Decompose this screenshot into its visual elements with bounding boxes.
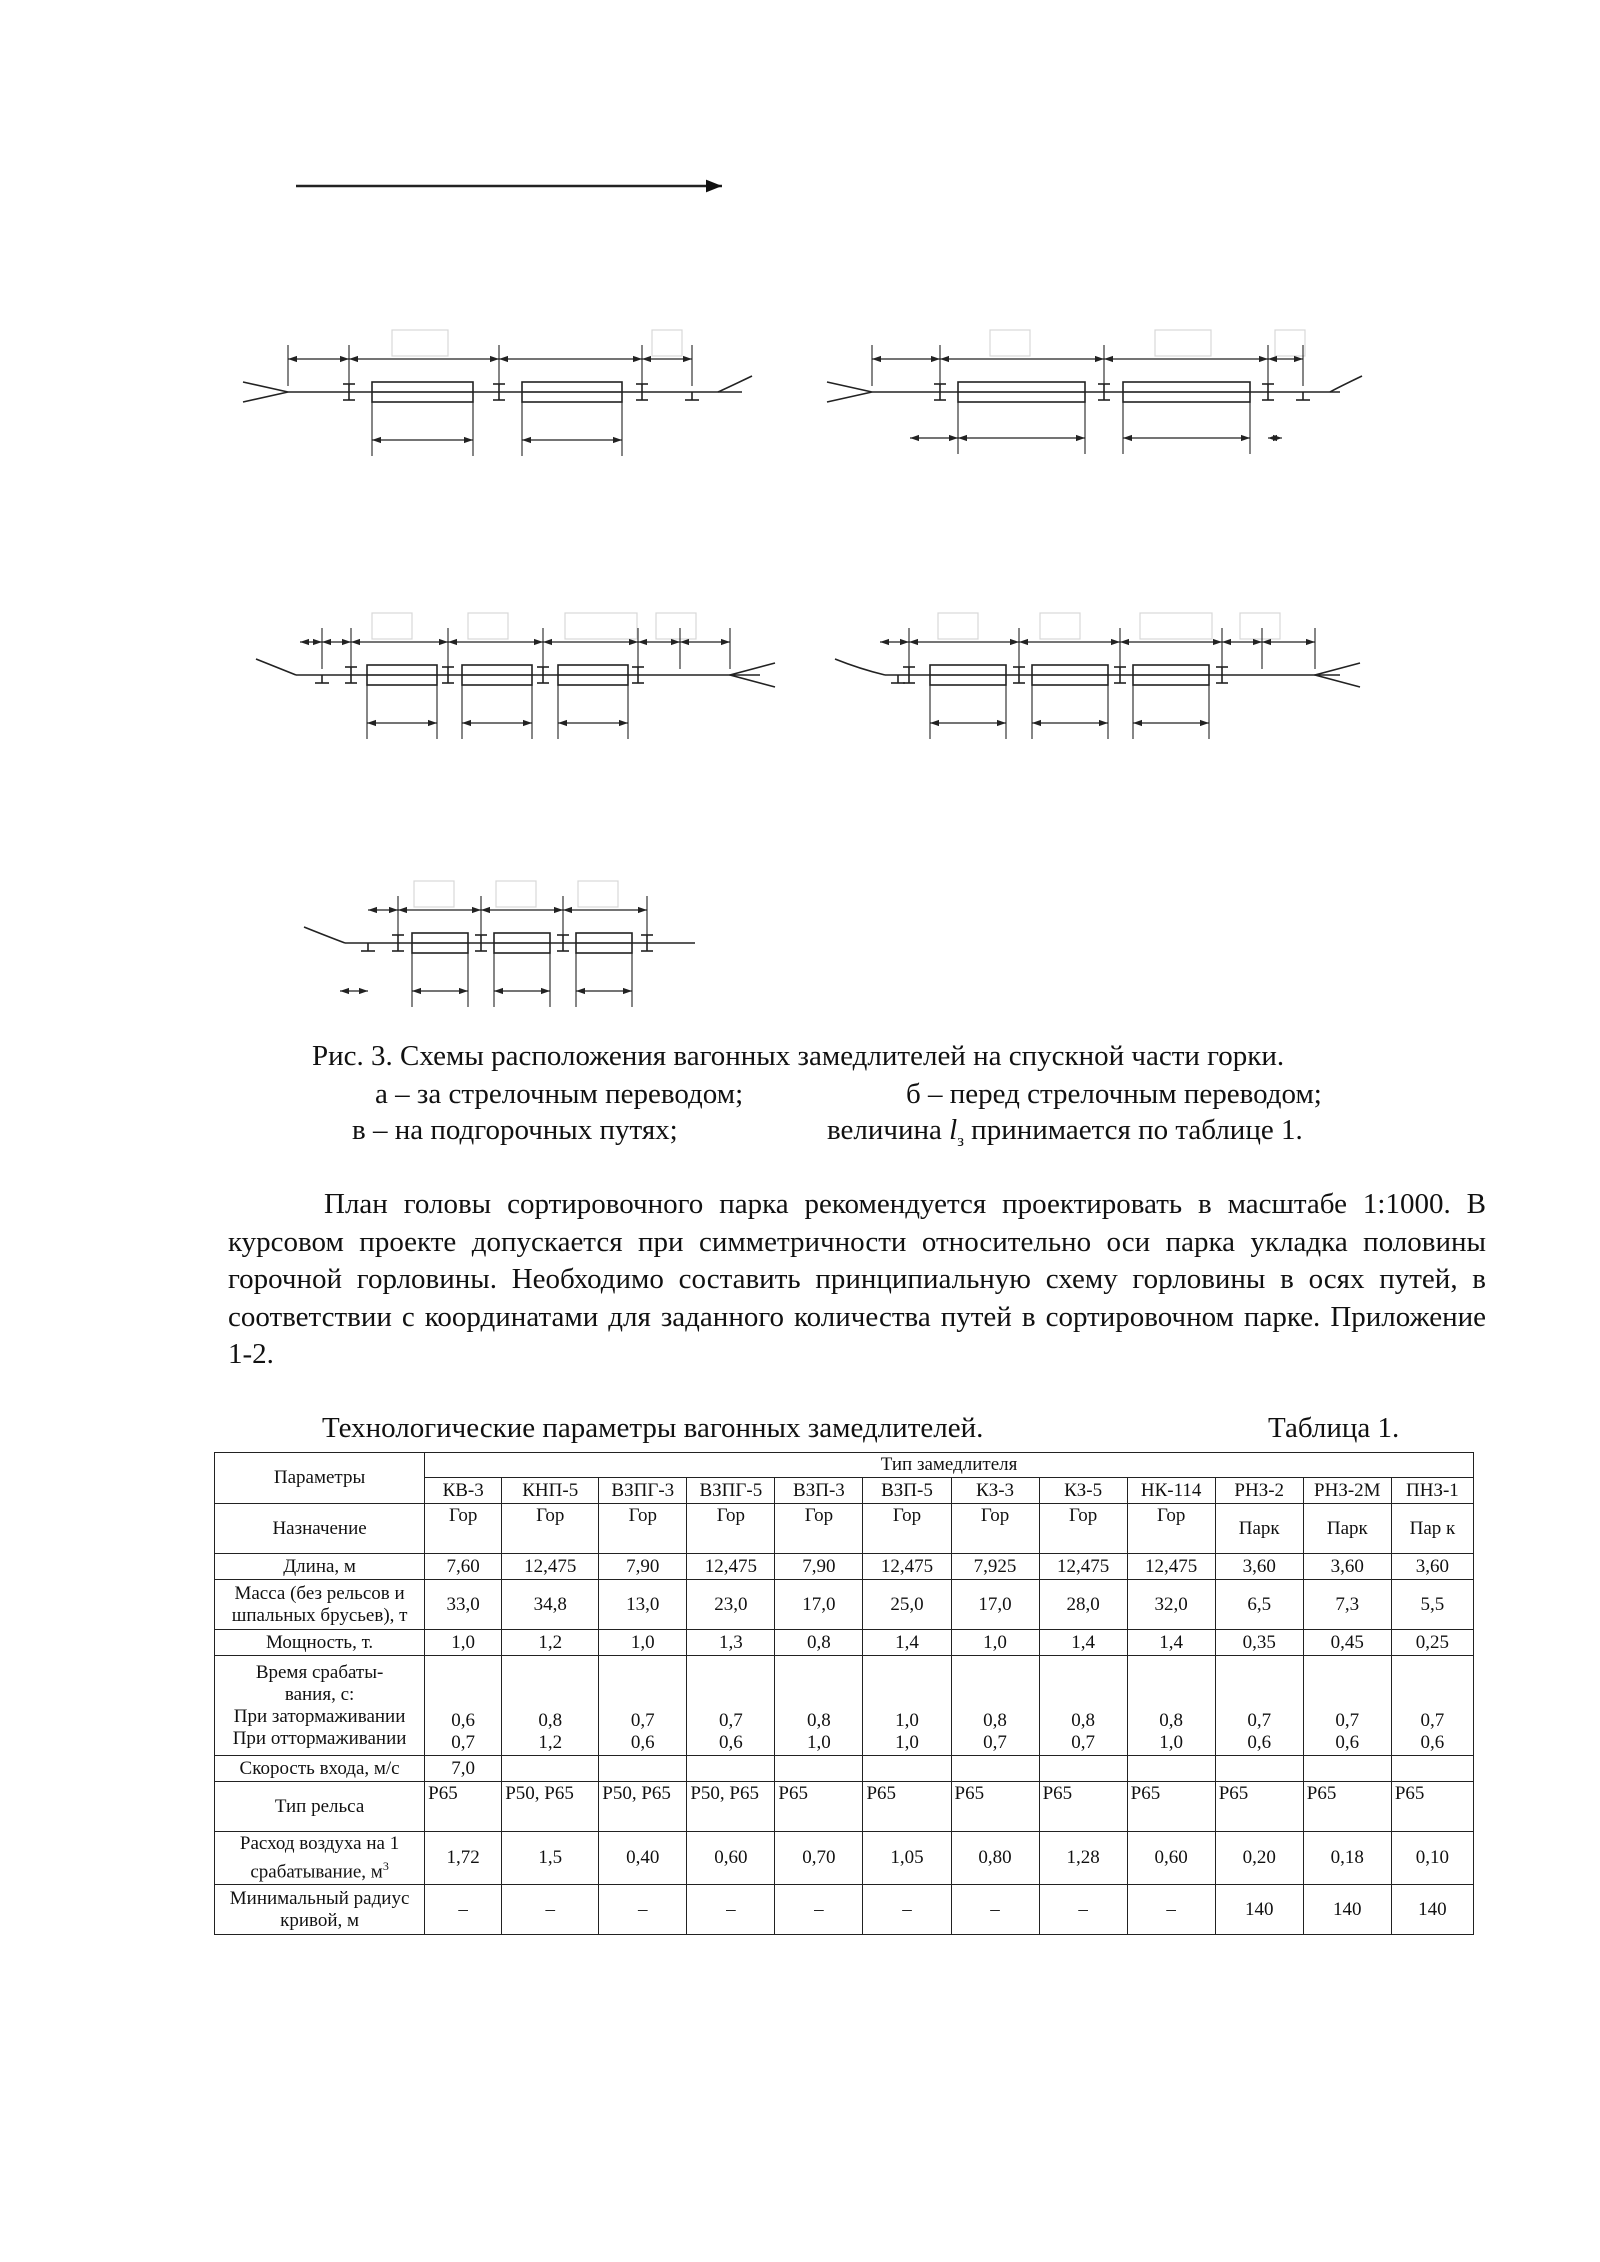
release-time-value: 0,7 — [983, 1732, 1007, 1753]
mass-cell: 7,3 — [1303, 1580, 1391, 1630]
power-cell: 1,0 — [599, 1630, 687, 1656]
release-time-value: 0,6 — [1247, 1732, 1272, 1753]
retarder-layout-diagrams — [0, 0, 1600, 1050]
response-time-cell — [599, 1656, 687, 1756]
air-label-sup: 3 — [382, 1859, 389, 1873]
radius-cell: – — [599, 1885, 687, 1935]
release-time-value: 1,0 — [1159, 1732, 1184, 1753]
speed-empty-cell — [951, 1756, 1039, 1782]
length-cell: 7,925 — [951, 1554, 1039, 1580]
braking-time-value: 0,7 — [630, 1710, 655, 1731]
length-cell: 12,475 — [1127, 1554, 1215, 1580]
rail-cell: Р65 — [863, 1782, 951, 1832]
braking-time-value: 0,7 — [1420, 1710, 1445, 1731]
release-time-value: 1,0 — [807, 1732, 831, 1753]
purpose-cell: Парк — [1303, 1504, 1391, 1554]
scheme-c — [256, 613, 775, 739]
rail-cell: Р65 — [775, 1782, 863, 1832]
purpose-cell: Гор — [502, 1504, 599, 1554]
speed-empty-cell — [775, 1756, 863, 1782]
power-cell: 1,3 — [687, 1630, 775, 1656]
rail-cell: Р65 — [951, 1782, 1039, 1832]
row-label-air — [215, 1832, 425, 1885]
response-time-cell — [951, 1656, 1039, 1756]
row-label-power: Мощность, т. — [215, 1630, 425, 1656]
rail-cell: Р65 — [1391, 1782, 1473, 1832]
braking-time-value: 1,0 — [895, 1710, 919, 1731]
type-header-cell: КЗ-3 — [951, 1478, 1039, 1504]
speed-empty-cell — [599, 1756, 687, 1782]
rail-cell: Р65 — [1127, 1782, 1215, 1832]
braking-time-value: 0,8 — [807, 1710, 831, 1731]
purpose-cell: Гор — [599, 1504, 687, 1554]
response-time-cell — [1039, 1656, 1127, 1756]
rail-cell: Р65 — [1215, 1782, 1303, 1832]
row-label-purpose: Назначение — [215, 1504, 425, 1554]
power-cell: 1,4 — [863, 1630, 951, 1656]
type-header-cell: РНЗ-2М — [1303, 1478, 1391, 1504]
purpose-cell: Гор — [1039, 1504, 1127, 1554]
length-cell: 7,90 — [775, 1554, 863, 1580]
purpose-cell: Гор — [425, 1504, 502, 1554]
mass-cell: 25,0 — [863, 1580, 951, 1630]
radius-cell: – — [951, 1885, 1039, 1935]
air-cell: 0,60 — [1127, 1832, 1215, 1885]
type-header-cell: ВЗП-3 — [775, 1478, 863, 1504]
radius-cell: – — [775, 1885, 863, 1935]
power-cell: 1,4 — [1039, 1630, 1127, 1656]
type-header-cell: ВЗПГ-5 — [687, 1478, 775, 1504]
response-time-cell — [687, 1656, 775, 1756]
braking-time-value: 0,8 — [538, 1710, 563, 1731]
length-cell: 12,475 — [863, 1554, 951, 1580]
scheme-e — [304, 881, 695, 1007]
radius-cell: – — [425, 1885, 502, 1935]
air-cell: 0,10 — [1391, 1832, 1473, 1885]
release-label: При оттормаживании — [232, 1727, 407, 1749]
type-header-cell: КНП-5 — [502, 1478, 599, 1504]
response-time-cell — [863, 1656, 951, 1756]
speed-empty-cell — [502, 1756, 599, 1782]
air-cell: 0,80 — [951, 1832, 1039, 1885]
response-time-cell — [775, 1656, 863, 1756]
speed-empty-cell — [1215, 1756, 1303, 1782]
mass-cell: 17,0 — [951, 1580, 1039, 1630]
air-cell: 0,70 — [775, 1832, 863, 1885]
speed-empty-cell — [1127, 1756, 1215, 1782]
row-label-radius: Минимальный радиус кривой, м — [215, 1885, 425, 1935]
radius-cell: – — [1127, 1885, 1215, 1935]
length-cell: 7,90 — [599, 1554, 687, 1580]
table-number: Таблица 1. — [1268, 1412, 1400, 1444]
length-cell: 3,60 — [1303, 1554, 1391, 1580]
release-time-value: 1,0 — [895, 1732, 919, 1753]
speed-cell: 7,0 — [425, 1756, 502, 1782]
response-time-cell — [1391, 1656, 1473, 1756]
air-cell: 0,18 — [1303, 1832, 1391, 1885]
params-header: Параметры — [215, 1453, 425, 1504]
length-cell: 3,60 — [1215, 1554, 1303, 1580]
braking-time-value: 0,8 — [1071, 1710, 1095, 1731]
caption-scheme-a: а – за стрелочным переводом; — [375, 1078, 744, 1110]
purpose-cell: Гор — [775, 1504, 863, 1554]
air-label-text: Расход воздуха на 1 срабатывание, м — [239, 1833, 400, 1883]
mass-cell: 13,0 — [599, 1580, 687, 1630]
release-time-value: 1,2 — [538, 1732, 563, 1753]
purpose-cell: Гор — [1127, 1504, 1215, 1554]
braking-time-value: 0,7 — [718, 1710, 743, 1731]
response-time-label: Время срабаты-вания, с: — [255, 1661, 384, 1705]
radius-cell: – — [1039, 1885, 1127, 1935]
air-cell: 1,28 — [1039, 1832, 1127, 1885]
air-cell: 0,20 — [1215, 1832, 1303, 1885]
type-header-cell: ВЗП-5 — [863, 1478, 951, 1504]
type-header-cell: ВЗПГ-3 — [599, 1478, 687, 1504]
radius-cell: 140 — [1391, 1885, 1473, 1935]
row-label-rail: Тип рельса — [215, 1782, 425, 1832]
row-label-length: Длина, м — [215, 1554, 425, 1580]
release-time-value: 0,6 — [1420, 1732, 1445, 1753]
release-time-value: 0,6 — [1335, 1732, 1360, 1753]
power-cell: 0,35 — [1215, 1630, 1303, 1656]
mass-cell: 33,0 — [425, 1580, 502, 1630]
air-cell: 0,60 — [687, 1832, 775, 1885]
response-time-cell — [1303, 1656, 1391, 1756]
air-cell: 0,40 — [599, 1832, 687, 1885]
row-label-speed: Скорость входа, м/с — [215, 1756, 425, 1782]
purpose-cell: Гор — [951, 1504, 1039, 1554]
row-label-mass: Масса (без рельсов и шпальных брусьев), т — [215, 1580, 425, 1630]
length-cell: 3,60 — [1391, 1554, 1473, 1580]
speed-empty-cell — [1391, 1756, 1473, 1782]
air-cell: 1,72 — [425, 1832, 502, 1885]
braking-time-value: 0,7 — [1335, 1710, 1360, 1731]
row-label-response-time — [215, 1656, 425, 1756]
power-cell: 1,2 — [502, 1630, 599, 1656]
power-cell: 0,45 — [1303, 1630, 1391, 1656]
type-header-cell: РНЗ-2 — [1215, 1478, 1303, 1504]
power-cell: 1,4 — [1127, 1630, 1215, 1656]
release-time-value: 0,7 — [1071, 1732, 1095, 1753]
radius-cell: 140 — [1303, 1885, 1391, 1935]
purpose-cell: Парк — [1215, 1504, 1303, 1554]
scheme-d — [835, 613, 1360, 739]
rail-cell: Р50, Р65 — [687, 1782, 775, 1832]
rail-cell: Р50, Р65 — [599, 1782, 687, 1832]
braking-time-value: 0,8 — [983, 1710, 1007, 1731]
length-cell: 12,475 — [687, 1554, 775, 1580]
radius-cell: – — [863, 1885, 951, 1935]
power-cell: 1,0 — [951, 1630, 1039, 1656]
caption-scheme-c: в – на подгорочных путях; — [352, 1114, 678, 1146]
speed-empty-cell — [687, 1756, 775, 1782]
length-cell: 12,475 — [1039, 1554, 1127, 1580]
caption-scheme-b: б – перед стрелочным переводом; — [906, 1078, 1322, 1110]
speed-empty-cell — [1303, 1756, 1391, 1782]
rail-cell: Р65 — [1039, 1782, 1127, 1832]
length-cell: 12,475 — [502, 1554, 599, 1580]
type-header-cell: ПНЗ-1 — [1391, 1478, 1473, 1504]
purpose-cell: Гор — [687, 1504, 775, 1554]
mass-cell: 17,0 — [775, 1580, 863, 1630]
mass-cell: 23,0 — [687, 1580, 775, 1630]
figure-caption: Рис. 3. Схемы расположения вагонных замедлителей на спускной части горки. — [312, 1040, 1285, 1072]
radius-cell: – — [502, 1885, 599, 1935]
rail-cell: Р65 — [425, 1782, 502, 1832]
scheme-b — [827, 330, 1362, 454]
body-paragraph: План головы сортировочного парка рекомендуется проектировать в масштабе 1:1000. В курсовом проекте допускается при симметричности относительно оси парка укладка половины горочной горловины. Необходимо составить принципиальную схему горловины в осях путей, в соответствии с координатами для заданного количества путей в сортировочном парке. Приложение 1-2. — [228, 1188, 1486, 1370]
purpose-cell: Пар к — [1391, 1504, 1473, 1554]
power-cell: 0,8 — [775, 1630, 863, 1656]
retarder-parameters-table — [214, 1452, 1474, 1935]
mass-cell: 32,0 — [1127, 1580, 1215, 1630]
mass-cell: 34,8 — [502, 1580, 599, 1630]
release-time-value: 0,6 — [718, 1732, 743, 1753]
speed-empty-cell — [863, 1756, 951, 1782]
mass-cell: 28,0 — [1039, 1580, 1127, 1630]
purpose-cell: Гор — [863, 1504, 951, 1554]
rail-cell: Р65 — [1303, 1782, 1391, 1832]
type-header-cell: НК-114 — [1127, 1478, 1215, 1504]
mass-cell: 5,5 — [1391, 1580, 1473, 1630]
braking-time-value: 0,7 — [1247, 1710, 1272, 1731]
mass-cell: 6,5 — [1215, 1580, 1303, 1630]
length-cell: 7,60 — [425, 1554, 502, 1580]
power-cell: 1,0 — [425, 1630, 502, 1656]
type-header-cell: КЗ-5 — [1039, 1478, 1127, 1504]
table-title: Технологические параметры вагонных замедлителей. — [322, 1412, 984, 1444]
response-time-cell — [1127, 1656, 1215, 1756]
release-time-value: 0,7 — [451, 1732, 476, 1753]
release-time-value: 0,6 — [630, 1732, 655, 1753]
response-time-cell — [1215, 1656, 1303, 1756]
braking-time-value: 0,6 — [451, 1710, 476, 1731]
braking-label: При затормаживании — [233, 1705, 406, 1727]
speed-empty-cell — [1039, 1756, 1127, 1782]
type-header-cell: КВ-3 — [425, 1478, 502, 1504]
power-cell: 0,25 — [1391, 1630, 1473, 1656]
caption-length-note: величина $l_з$ принимается по таблице 1. — [827, 1114, 1303, 1150]
scheme-a — [243, 330, 752, 456]
radius-cell: 140 — [1215, 1885, 1303, 1935]
response-time-cell — [502, 1656, 599, 1756]
air-cell: 1,5 — [502, 1832, 599, 1885]
radius-cell: – — [687, 1885, 775, 1935]
air-cell: 1,05 — [863, 1832, 951, 1885]
type-header: Тип замедлителя — [425, 1453, 1474, 1478]
response-time-cell — [425, 1656, 502, 1756]
braking-time-value: 0,8 — [1159, 1710, 1184, 1731]
rail-cell: Р50, Р65 — [502, 1782, 599, 1832]
